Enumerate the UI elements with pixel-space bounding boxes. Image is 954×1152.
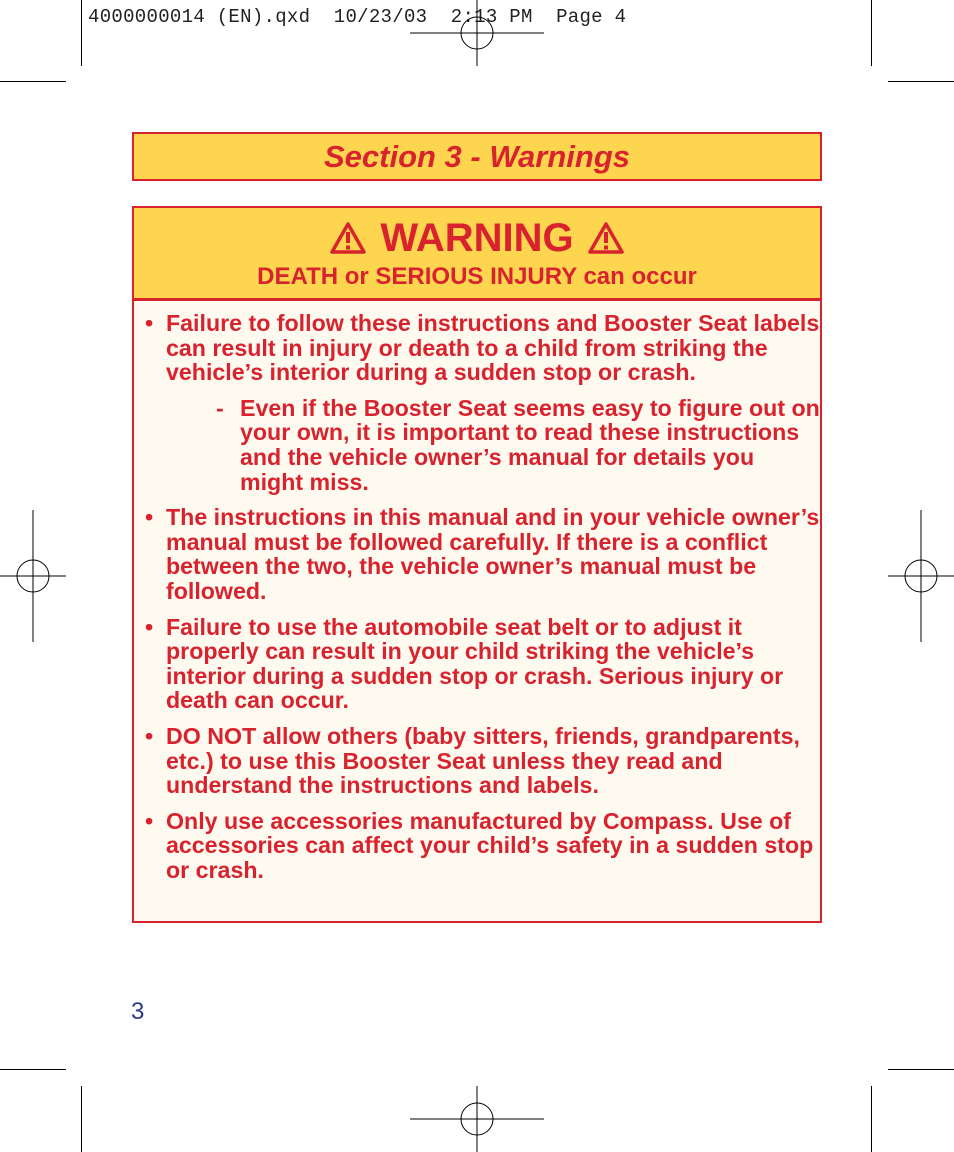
warning-item [134, 311, 820, 494]
registration-mark-left-icon [0, 510, 66, 642]
crop-mark-bottom-right-vertical [871, 1086, 872, 1152]
section-title: Section 3 - Warnings [323, 138, 631, 174]
dash: - [216, 394, 224, 421]
warning-item-text: DO NOT allow others (baby sitters, friends, grandparents, etc.) to use this Booster Seat unless they read and understand the instructions and labels. [166, 722, 800, 799]
bullet: • [145, 807, 154, 834]
registration-mark-top-icon [410, 0, 544, 66]
warning-title: WARNING [380, 216, 574, 260]
warning-header [134, 208, 820, 301]
crop-mark-top-right-vertical [871, 0, 872, 66]
warning-triangle-icon [330, 222, 366, 254]
slug-line: 4000000014 (EN).qxd 10/23/03 2:13 PM Page 4 [88, 6, 627, 28]
page-number: 3 [131, 998, 145, 1025]
warning-sub-item-text: Even if the Booster Seat seems easy to figure out on your own, it is important to read these instructions and the vehicle owner’s manual for details you might miss. [240, 394, 820, 495]
warning-item-text: Failure to follow these instructions and Booster Seat labels can result in injury or death to a child from striking the vehicle’s interior during a sudden stop or crash. [166, 310, 820, 386]
bullet: • [145, 722, 154, 749]
warning-box [132, 206, 822, 923]
warning-item [134, 505, 820, 603]
registration-mark-right-icon [888, 510, 954, 642]
bullet: • [145, 504, 154, 531]
crop-mark-top-right-horizontal [888, 81, 954, 82]
crop-mark-bottom-right-horizontal [888, 1069, 954, 1070]
section-header [132, 132, 822, 181]
bullet: • [145, 310, 154, 336]
warning-item [134, 809, 820, 883]
warning-item-text: Only use accessories manufactured by Compass. Use of accessories can affect your child’s safety in a sudden stop or crash. [166, 807, 814, 883]
bullet: • [145, 613, 154, 640]
warning-item [134, 724, 820, 798]
warning-subtitle: DEATH or SERIOUS INJURY can occur [257, 263, 697, 290]
warning-title-row [134, 214, 820, 262]
warning-item [134, 615, 820, 713]
crop-mark-bottom-left-horizontal [0, 1069, 66, 1070]
registration-mark-bottom-icon [410, 1086, 544, 1152]
warning-sub-item [166, 396, 820, 494]
crop-mark-top-left-horizontal [0, 81, 66, 82]
warning-list [134, 301, 820, 882]
crop-mark-top-left-vertical [81, 0, 82, 66]
warning-item-text: The instructions in this manual and in your vehicle owner’s manual must be followed carefully. If there is a conflict between the two, the vehicle owner’s manual must be followed. [166, 504, 820, 604]
warning-item-text: Failure to use the automobile seat belt or to adjust it properly can result in your child striking the vehicle’s interior during a sudden stop or crash. Serious injury or death can occur. [166, 613, 784, 714]
warning-triangle-icon [588, 222, 624, 254]
crop-mark-bottom-left-vertical [81, 1086, 82, 1152]
